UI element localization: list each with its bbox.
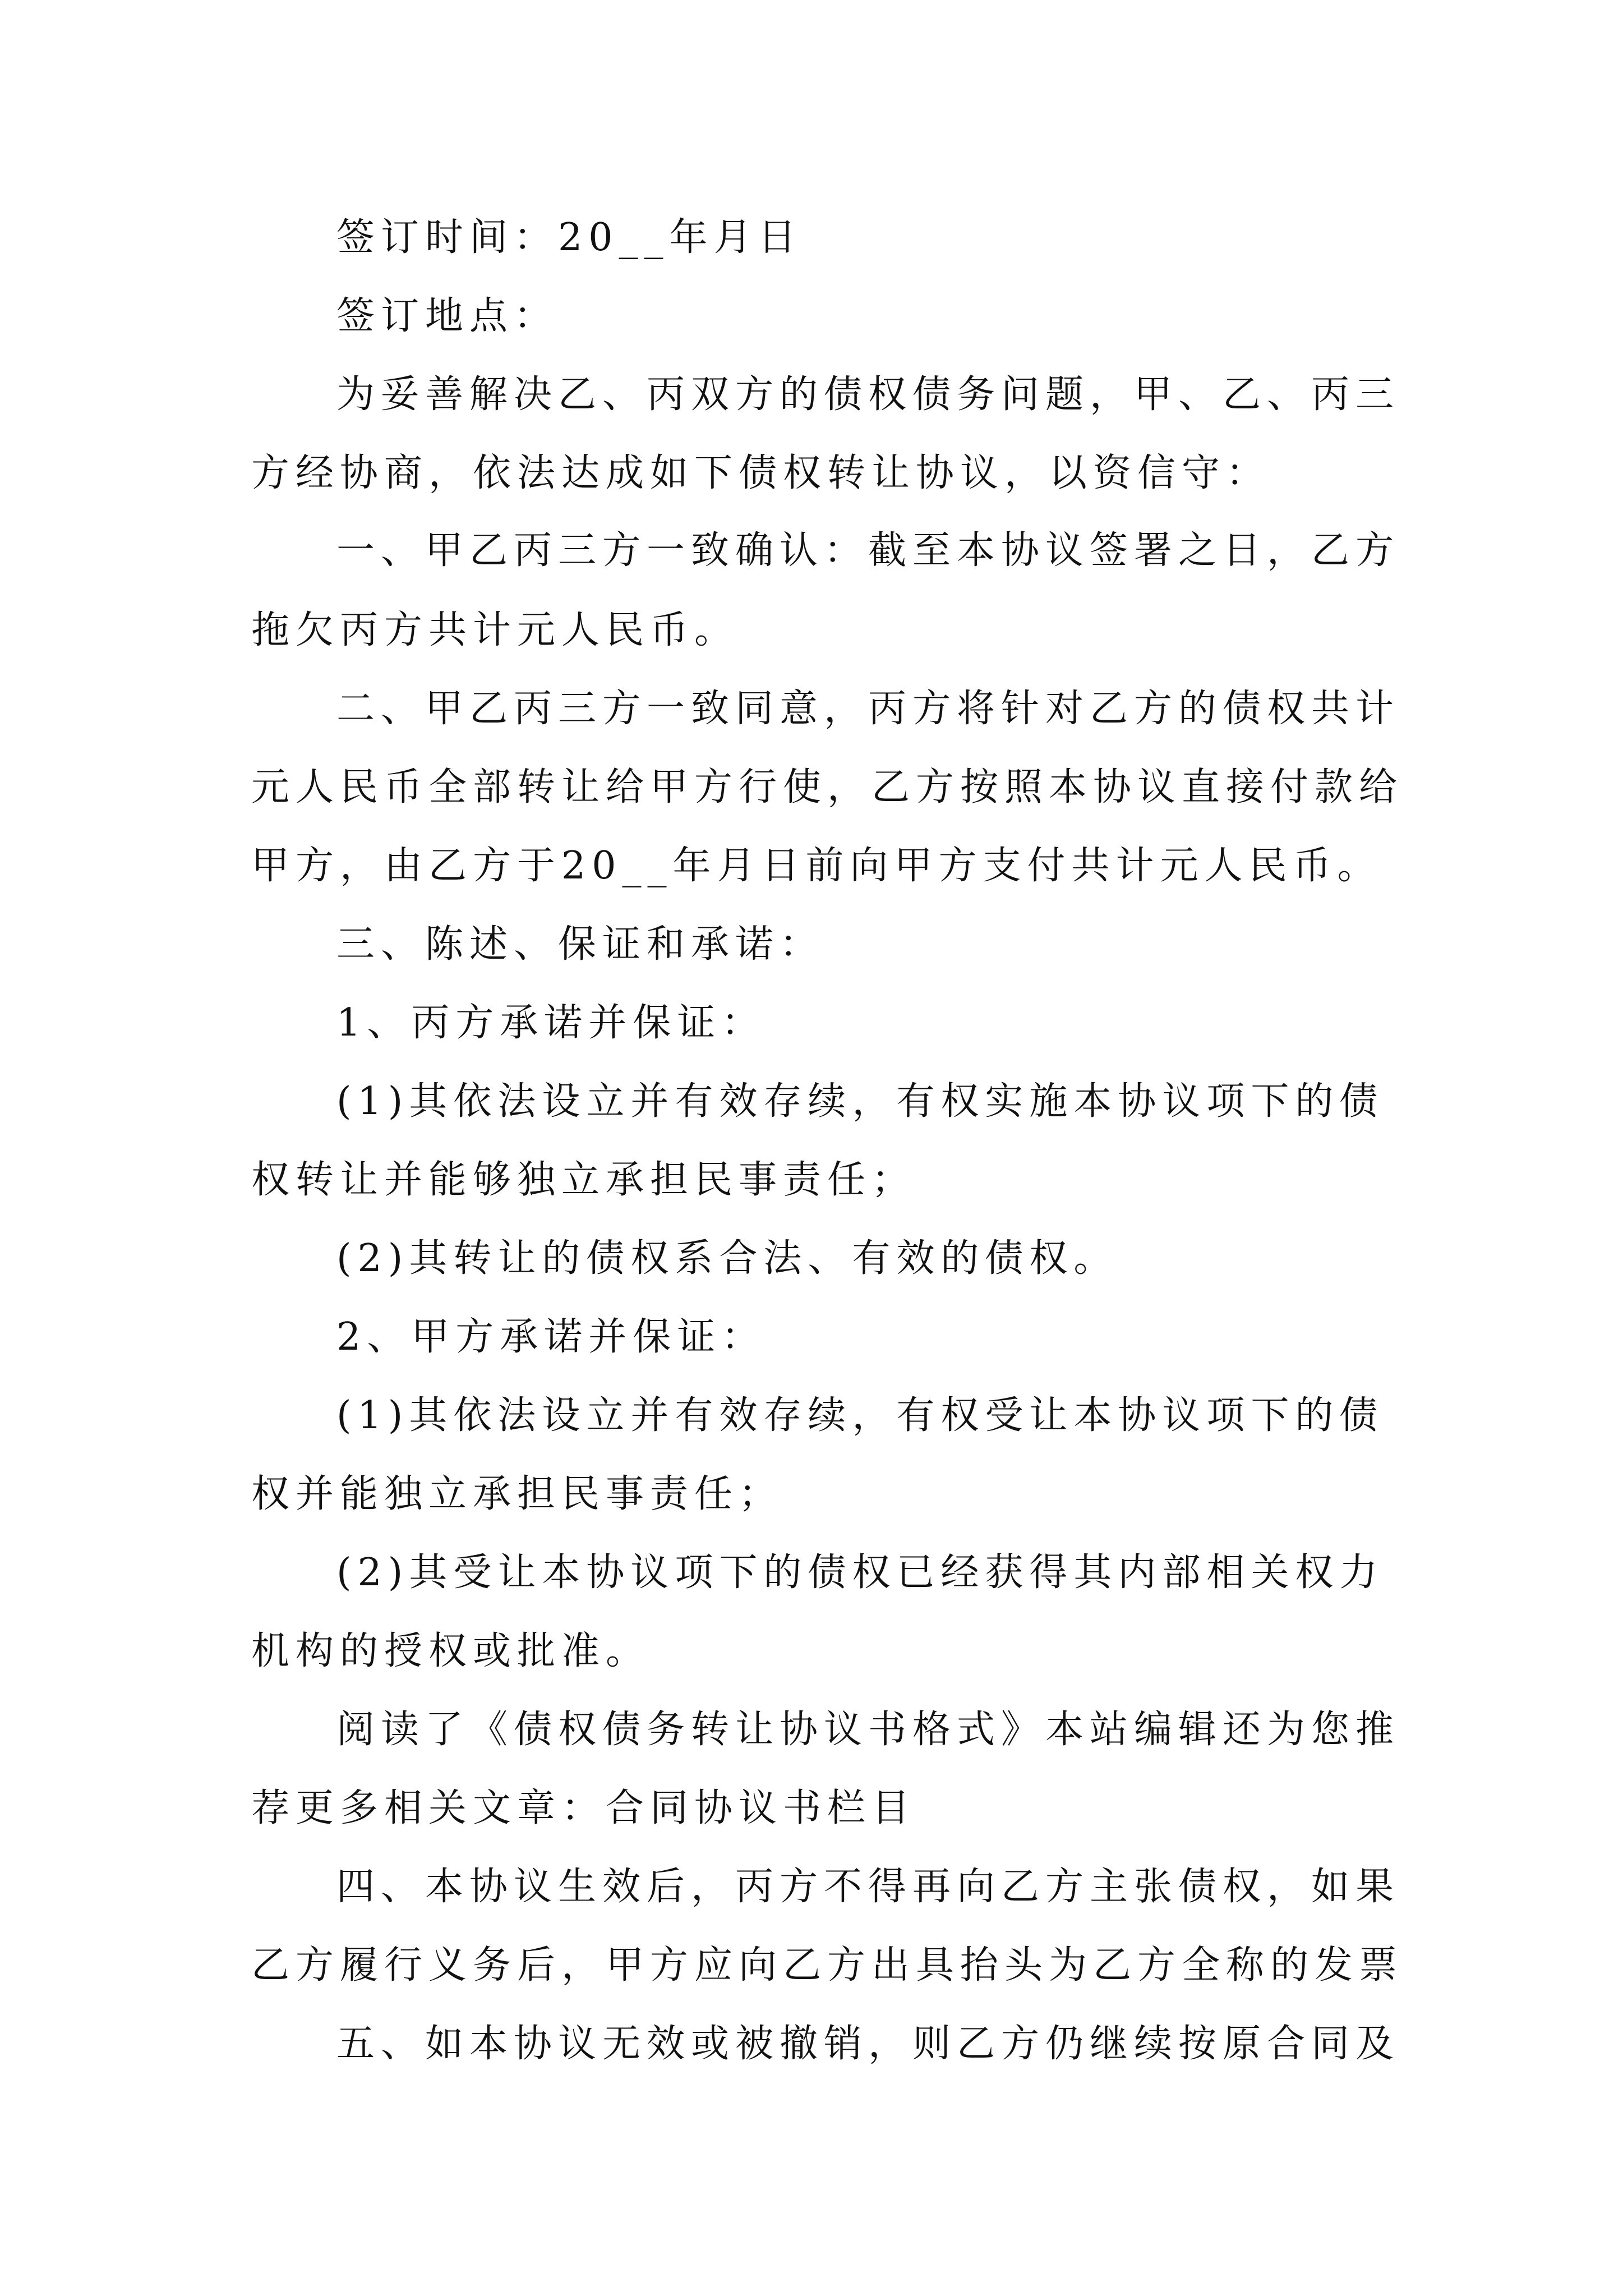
party-a-item-one-line-1: (1)其依法设立并有效存续，有权受让本协议项下的债 (336, 1393, 1384, 1438)
party-c-item-one-line-1: (1)其依法设立并有效存续，有权实施本协议项下的债 (336, 1079, 1384, 1124)
intro-paragraph-line-1: 为妥善解决乙、丙双方的债权债务问题，甲、乙、丙三 (336, 372, 1400, 417)
intro-paragraph-line-2: 方经协商，依法达成如下债权转让协议，以资信守： (251, 451, 1271, 495)
clause-two-line-1: 二、甲乙丙三方一致同意，丙方将针对乙方的债权共计 (336, 687, 1400, 731)
clause-one-line-1: 一、甲乙丙三方一致确认：截至本协议签署之日，乙方 (336, 528, 1400, 573)
clause-four-line-1: 四、本协议生效后，丙方不得再向乙方主张债权，如果 (336, 1865, 1400, 1909)
party-a-item-one-line-2: 权并能独立承担民事责任； (251, 1472, 783, 1516)
party-a-commitment-heading: 2、甲方承诺并保证： (336, 1315, 766, 1359)
editor-note-line-1: 阅读了《债权债务转让协议书格式》本站编辑还为您推 (336, 1708, 1400, 1752)
party-c-item-two: (2)其转让的债权系合法、有效的债权。 (336, 1236, 1118, 1281)
clause-two-line-3: 甲方，由乙方于20__年月日前向甲方支付共计元人民币。 (251, 844, 1382, 888)
clause-four-line-2: 乙方履行义务后，甲方应向乙方出具抬头为乙方全称的发票 (251, 1943, 1404, 1987)
clause-two-line-2: 元人民币全部转让给甲方行使，乙方按照本协议直接付款给 (251, 765, 1404, 809)
signing-place-line: 签订地点： (336, 294, 559, 338)
party-a-item-two-line-1: (2)其受让本协议项下的债权已经获得其内部相关权力 (336, 1550, 1384, 1595)
clause-five-line-1: 五、如本协议无效或被撤销，则乙方仍继续按原合同及 (336, 2022, 1400, 2066)
signing-time-line: 签订时间：20__年月日 (336, 215, 803, 260)
clause-one-line-2: 拖欠丙方共计元人民币。 (251, 608, 739, 652)
party-a-item-two-line-2: 机构的授权或批准。 (251, 1629, 651, 1673)
party-c-commitment-heading: 1、丙方承诺并保证： (336, 1001, 766, 1045)
party-c-item-one-line-2: 权转让并能够独立承担民事责任； (251, 1158, 916, 1202)
clause-three-heading: 三、陈述、保证和承诺： (336, 922, 824, 967)
editor-note-line-2: 荐更多相关文章：合同协议书栏目 (251, 1786, 916, 1830)
